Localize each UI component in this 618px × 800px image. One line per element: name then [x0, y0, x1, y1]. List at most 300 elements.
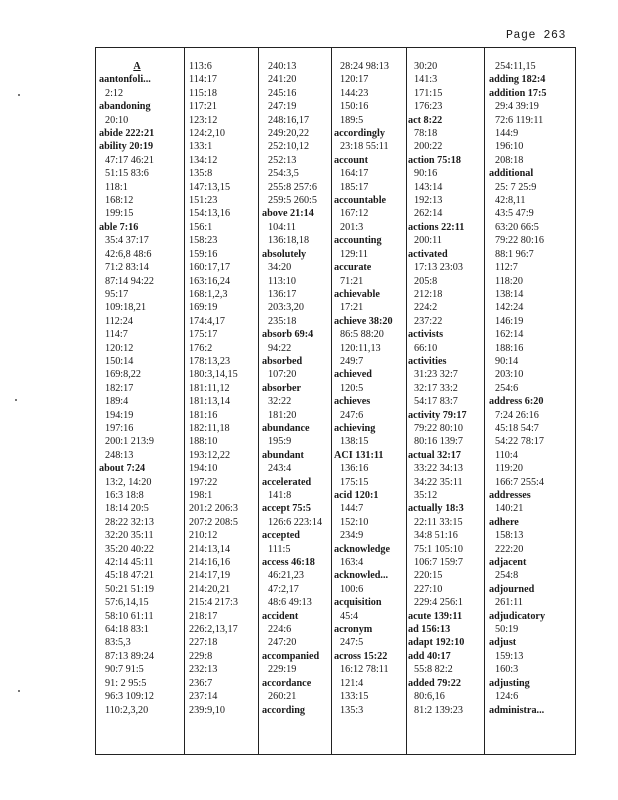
index-page-refs: 31:23 32:7: [414, 369, 458, 381]
index-headword: activists: [408, 329, 444, 341]
index-page-refs: 87:13 89:24: [105, 650, 154, 662]
index-page-refs: 113:10: [268, 275, 296, 287]
index-column-5: [408, 60, 492, 717]
index-page-refs: 195:9: [268, 436, 292, 448]
index-page-refs: 150:14: [105, 355, 134, 367]
index-entry: 117:21: [189, 101, 217, 113]
index-page-refs: 199:15: [105, 208, 134, 220]
index-page-refs: 240:13: [268, 61, 297, 72]
index-page-refs: 90:7 91:5: [105, 664, 144, 676]
index-headword: absorbed: [262, 355, 303, 367]
index-entry: 188:10: [189, 436, 218, 448]
index-page-refs: 71:21: [340, 275, 364, 287]
scan-speck: [18, 690, 20, 692]
index-page-refs: 118:1: [105, 181, 128, 193]
index-entry: 176:2: [189, 342, 213, 354]
index-page-refs: 88:1 96:7: [495, 248, 534, 260]
index-headword: abundant: [262, 449, 304, 461]
index-headword: adding 182:4: [489, 74, 546, 86]
index-page-refs: 80:6,16: [414, 691, 445, 703]
index-headword: adjacent: [489, 557, 527, 569]
index-headword: added 79:22: [408, 677, 461, 689]
index-page-refs: 235:18: [268, 315, 297, 327]
index-headword: adjusting: [489, 677, 530, 689]
index-page-refs: 254:11,15: [495, 61, 536, 72]
index-page-refs: 35:20 40:22: [105, 543, 154, 555]
index-headword: accordingly: [334, 128, 385, 140]
index-headword: accounting: [334, 235, 382, 247]
index-page-refs: 262:14: [414, 208, 443, 220]
index-page-refs: 112:24: [105, 315, 133, 327]
index-page-refs: 248:16,17: [268, 114, 310, 126]
index-headword: acronym: [334, 624, 373, 636]
index-entry: 214:17,19: [189, 570, 231, 582]
index-page-refs: 58:10 61:11: [105, 610, 154, 622]
index-headword: adhere: [489, 516, 519, 528]
index-page-refs: 48:6 49:13: [268, 597, 312, 609]
index-page-refs: 87:14 94:22: [105, 275, 154, 287]
index-page-refs: 51:15 83:6: [105, 168, 149, 180]
index-page-refs: 47:17 46:21: [105, 154, 154, 166]
index-headword: activity 79:17: [408, 409, 467, 421]
index-headword: actual 32:17: [408, 449, 461, 461]
index-page-refs: 28:24 98:13: [340, 61, 389, 72]
index-page-refs: 94:22: [268, 342, 292, 354]
index-page-refs: 160:3: [495, 664, 519, 676]
index-headword: achieve 38:20: [334, 315, 393, 327]
index-page-refs: 106:7 159:7: [414, 557, 463, 569]
index-page-refs: 104:11: [268, 221, 296, 233]
index-page-refs: 136:16: [340, 463, 369, 475]
index-page-refs: 114:7: [105, 329, 128, 341]
index-entry: 227:18: [189, 637, 218, 649]
scan-speck: [15, 399, 17, 401]
index-entry: 214:16,16: [189, 557, 231, 569]
index-entry: 237:14: [189, 691, 218, 703]
index-page-refs: 222:20: [495, 543, 524, 555]
index-page-refs: 34:8 51:16: [414, 530, 458, 542]
index-page-refs: 261:11: [495, 597, 523, 609]
index-headword: achieves: [334, 396, 371, 408]
index-headword: add 40:17: [408, 650, 451, 662]
index-page-refs: 175:15: [340, 476, 369, 488]
index-page-refs: 47:2,17: [268, 583, 299, 595]
index-page-refs: 79:22 80:10: [414, 422, 463, 434]
index-entry: 156:1: [189, 221, 213, 233]
index-entry: 181:11,12: [189, 382, 230, 394]
index-headword: acquisition: [334, 597, 382, 609]
index-column-1: [99, 60, 181, 717]
index-page-refs: 110:2,3,20: [105, 704, 149, 716]
index-entry: 169:19: [189, 302, 218, 314]
index-entry: 113:6: [189, 61, 212, 72]
index-page-refs: 42:8,11: [495, 195, 526, 207]
index-page-refs: 80:16 139:7: [414, 436, 463, 448]
index-page-refs: 42:14 45:11: [105, 557, 154, 569]
index-headword: actions 22:11: [408, 221, 465, 233]
index-page-refs: 136:17: [268, 288, 297, 300]
index-headword: accurate: [334, 262, 372, 274]
index-page-refs: 182:17: [105, 382, 134, 394]
index-page-refs: 54:17 83:7: [414, 396, 458, 408]
index-page-refs: 90:16: [414, 168, 438, 180]
index-column-2: [189, 60, 273, 717]
index-entry: 174:4,17: [189, 315, 225, 327]
index-headword: absolutely: [262, 248, 307, 260]
index-page-refs: 34:22 35:11: [414, 476, 463, 488]
index-page-refs: 185:17: [340, 181, 369, 193]
index-page-refs: 23:18 55:11: [340, 141, 389, 153]
index-entry: 159:16: [189, 248, 218, 260]
index-page-refs: 81:2 139:23: [414, 704, 463, 716]
index-headword: above 21:14: [262, 208, 314, 220]
index-page-refs: 111:5: [268, 543, 291, 555]
index-table: [95, 47, 576, 755]
index-page-refs: 146:19: [495, 315, 524, 327]
index-entry: 160:17,17: [189, 262, 231, 274]
index-page-refs: 243:4: [268, 463, 292, 475]
index-page-refs: 144:7: [340, 503, 364, 515]
index-entry: 214:13,14: [189, 543, 231, 555]
index-page-refs: 189:5: [340, 114, 364, 126]
index-page-refs: 212:18: [414, 288, 443, 300]
index-entry: 180:3,14,15: [189, 369, 238, 381]
index-page-refs: 150:16: [340, 101, 369, 113]
index-page-refs: 229:19: [268, 664, 297, 676]
index-page-refs: 50:19: [495, 624, 519, 636]
index-page-refs: 2:12: [105, 87, 124, 99]
index-page-refs: 259:5 260:5: [268, 195, 317, 207]
index-entry: 151:23: [189, 195, 218, 207]
index-entry: 124:2,10: [189, 128, 225, 140]
index-entry: 239:9,10: [189, 704, 225, 716]
index-section-letter: A: [133, 61, 141, 72]
index-page-refs: 119:20: [495, 463, 523, 475]
index-page-refs: 245:16: [268, 87, 297, 99]
index-page-refs: 18:14 20:5: [105, 503, 149, 515]
index-headword: about 7:24: [99, 463, 146, 475]
index-headword: addresses: [489, 490, 531, 501]
index-page-refs: 249:20,22: [268, 128, 310, 140]
index-page-refs: 141:3: [414, 74, 438, 86]
index-page-refs: 158:13: [495, 530, 524, 542]
index-page-refs: 45:18 47:21: [105, 570, 154, 582]
index-page-refs: 188:16: [495, 342, 524, 354]
index-page-refs: 197:16: [105, 422, 134, 434]
index-page-refs: 13:2, 14:20: [105, 476, 152, 488]
index-entry: 182:11,18: [189, 422, 230, 434]
index-headword: action 75:18: [408, 154, 461, 166]
index-page-refs: 200:22: [414, 141, 443, 153]
index-page-refs: 194:19: [105, 409, 134, 421]
index-headword: accelerated: [262, 476, 312, 488]
index-page-refs: 50:21 51:19: [105, 583, 154, 595]
index-entry: 158:23: [189, 235, 218, 247]
index-page-refs: 64:18 83:1: [105, 624, 149, 636]
index-headword: adjourned: [489, 583, 535, 595]
index-page-refs: 121:4: [340, 677, 364, 689]
index-page-refs: 234:9: [340, 530, 364, 542]
index-page-refs: 248:13: [105, 449, 134, 461]
index-page-refs: 22:11 33:15: [414, 516, 463, 528]
index-page-refs: 176:23: [414, 101, 443, 113]
index-page-refs: 254:8: [495, 570, 519, 582]
index-headword: accident: [262, 610, 299, 622]
index-page-refs: 252:10,12: [268, 141, 310, 153]
index-page-refs: 45:4: [340, 610, 359, 622]
index-page-refs: 126:6 223:14: [268, 516, 323, 528]
index-page-refs: 86:5 88:20: [340, 329, 384, 341]
index-entry: 193:12,22: [189, 449, 231, 461]
index-page-refs: 247:5: [340, 637, 364, 649]
index-page-refs: 220:15: [414, 570, 443, 582]
index-page-refs: 142:24: [495, 302, 524, 314]
index-page-refs: 25: 7 25:9: [495, 181, 537, 193]
index-page-refs: 55:8 82:2: [414, 664, 453, 676]
index-headword: ad 156:13: [408, 624, 451, 636]
index-page-refs: 32:17 33:2: [414, 382, 458, 394]
index-entry: 201:2 206:3: [189, 503, 238, 515]
index-headword: abandoning: [99, 101, 151, 113]
index-page-refs: 28:22 32:13: [105, 516, 154, 528]
index-page-refs: 252:13: [268, 154, 297, 166]
index-entry: 215:4 217:3: [189, 597, 238, 609]
index-page-refs: 17:21: [340, 302, 364, 314]
index-entry: 214:20,21: [189, 583, 231, 595]
index-page-refs: 57:6,14,15: [105, 597, 149, 609]
index-page-refs: 133:15: [340, 691, 369, 703]
index-page-refs: 42:6,8 48:6: [105, 248, 152, 260]
index-entry: 194:10: [189, 463, 218, 475]
index-headword: achievable: [334, 288, 380, 300]
index-page-refs: 78:18: [414, 128, 438, 140]
index-page-refs: 227:10: [414, 583, 443, 595]
index-page-refs: 196:10: [495, 141, 524, 153]
index-page-refs: 254:3,5: [268, 168, 299, 180]
index-page-refs: 120:5: [340, 382, 364, 394]
index-entry: 210:12: [189, 530, 218, 542]
index-page-refs: 34:20: [268, 262, 292, 274]
index-headword: achieving: [334, 422, 376, 434]
index-page-refs: 100:6: [340, 583, 364, 595]
index-headword: accompanied: [262, 650, 320, 662]
index-page-refs: 32:20 35:11: [105, 530, 154, 542]
index-page-refs: 91: 2 95:5: [105, 677, 147, 689]
index-page-refs: 16:12 78:11: [340, 664, 389, 676]
index-page-refs: 159:13: [495, 650, 524, 662]
index-page-refs: 124:6: [495, 691, 519, 703]
index-headword: across 15:22: [334, 650, 388, 662]
index-page-refs: 166:7 255:4: [495, 476, 544, 488]
index-page-refs: 17:13 23:03: [414, 262, 463, 274]
index-page-refs: 167:12: [340, 208, 369, 220]
index-page-refs: 241:20: [268, 74, 297, 86]
index-entry: 123:12: [189, 114, 218, 126]
index-headword: accepted: [262, 530, 300, 542]
index-page-refs: 75:1 105:10: [414, 543, 463, 555]
index-headword: acknowledge: [334, 543, 391, 555]
index-column-4: [334, 60, 410, 717]
index-page-refs: 144:9: [495, 128, 519, 140]
index-page-refs: 66:10: [414, 342, 438, 354]
index-page-refs: 120:11,13: [340, 342, 381, 354]
index-page-refs: 143:14: [414, 181, 443, 193]
index-page-refs: 224:2: [414, 302, 438, 314]
index-page-refs: 46:21,23: [268, 570, 304, 582]
index-headword: access 46:18: [262, 557, 315, 569]
index-page-refs: 107:20: [268, 369, 297, 381]
index-page-refs: 141:8: [268, 490, 292, 501]
index-page-refs: 247:20: [268, 637, 297, 649]
index-page-refs: 200:1 213:9: [105, 436, 154, 448]
index-page-refs: 136:18,18: [268, 235, 310, 247]
index-entry: 229:8: [189, 650, 213, 662]
index-headword: adapt 192:10: [408, 637, 465, 649]
index-headword: activities: [408, 355, 447, 367]
index-page-refs: 35:4 37:17: [105, 235, 149, 247]
index-page-refs: 205:8: [414, 275, 438, 287]
index-entry: 181:13,14: [189, 396, 231, 408]
index-headword: acid 120:1: [334, 490, 379, 501]
index-page-refs: 249:7: [340, 355, 364, 367]
index-headword: act 8:22: [408, 114, 443, 126]
index-entry: 207:2 208:5: [189, 516, 238, 528]
index-entry: 181:16: [189, 409, 218, 421]
index-page-refs: 129:11: [340, 248, 368, 260]
index-page-refs: 135:3: [340, 704, 364, 716]
index-page-refs: 247:6: [340, 409, 364, 421]
index-column-3: [262, 60, 340, 717]
index-entry: 114:17: [189, 74, 217, 86]
index-page-refs: 162:14: [495, 329, 524, 341]
index-page-refs: 83:5,3: [105, 637, 131, 649]
index-page-refs: 254:6: [495, 382, 519, 394]
index-page-refs: 120:17: [340, 74, 369, 86]
index-headword: able 7:16: [99, 221, 139, 233]
index-entry: 133:1: [189, 141, 213, 153]
index-page-refs: 72:6 119:11: [495, 114, 544, 126]
index-headword: aantonfoli...: [99, 74, 151, 86]
index-page-refs: 43:5 47:9: [495, 208, 534, 220]
index-page-refs: 229:4 256:1: [414, 597, 463, 609]
index-headword: ACI 131:11: [334, 449, 384, 461]
index-entry: 218:17: [189, 610, 218, 622]
index-headword: acknowled...: [334, 570, 389, 582]
index-page-refs: 112:7: [495, 262, 518, 274]
index-page-refs: 169:8,22: [105, 369, 141, 381]
index-entry: 178:13,23: [189, 355, 231, 367]
index-headword: achieved: [334, 369, 372, 381]
index-page-refs: 118:20: [495, 275, 523, 287]
index-page-refs: 7:24 26:16: [495, 409, 539, 421]
index-headword: account: [334, 154, 368, 166]
index-headword: absorber: [262, 382, 302, 394]
index-page-refs: 200:11: [414, 235, 442, 247]
index-headword: addition 17:5: [489, 87, 547, 99]
index-headword: acute 139:11: [408, 610, 463, 622]
index-page-refs: 247:19: [268, 101, 297, 113]
scan-speck: [18, 94, 20, 96]
index-headword: accept 75:5: [262, 503, 311, 515]
index-headword: actually 18:3: [408, 503, 464, 515]
index-headword: abundance: [262, 422, 310, 434]
index-page-refs: 63:20 66:5: [495, 221, 539, 233]
index-entry: 147:13,15: [189, 181, 231, 193]
index-column-6: [489, 60, 573, 717]
index-page-refs: 110:4: [495, 449, 518, 461]
index-entry: 154:13,16: [189, 208, 231, 220]
index-page-refs: 192:13: [414, 195, 443, 207]
index-headword: additional: [489, 168, 534, 180]
index-page-refs: 96:3 109:12: [105, 691, 154, 703]
index-entry: 197:22: [189, 476, 218, 488]
index-headword: abide 222:21: [99, 128, 155, 140]
index-page-refs: 203:3,20: [268, 302, 304, 314]
index-entry: 135:8: [189, 168, 213, 180]
index-page-refs: 95:17: [105, 288, 129, 300]
index-page-refs: 140:21: [495, 503, 524, 515]
index-entry: 198:1: [189, 490, 213, 501]
index-headword: accountable: [334, 195, 387, 207]
index-headword: adjudicatory: [489, 610, 546, 622]
index-entry: 115:18: [189, 87, 217, 99]
index-page-refs: 144:23: [340, 87, 369, 99]
index-page-refs: 201:3: [340, 221, 364, 233]
index-entry: 168:1,2,3: [189, 288, 228, 300]
index-page-refs: 30:20: [414, 61, 438, 72]
index-page-refs: 189:4: [105, 396, 129, 408]
index-page-refs: 33:22 34:13: [414, 463, 463, 475]
index-page-refs: 54:22 78:17: [495, 436, 544, 448]
index-entry: 134:12: [189, 154, 218, 166]
index-page-refs: 224:6: [268, 624, 292, 636]
index-page-refs: 255:8 257:6: [268, 181, 317, 193]
index-page-refs: 164:17: [340, 168, 369, 180]
index-page-refs: 171:15: [414, 87, 443, 99]
column-divider: [184, 48, 185, 754]
index-entry: 232:13: [189, 664, 218, 676]
index-page-refs: 168:12: [105, 195, 134, 207]
index-entry: 163:16,24: [189, 275, 231, 287]
index-page-refs: 152:10: [340, 516, 369, 528]
index-headword: administra...: [489, 704, 545, 716]
index-page-refs: 260:21: [268, 691, 297, 703]
page-number: Page 263: [506, 29, 567, 42]
index-entry: 236:7: [189, 677, 213, 689]
index-headword: address 6:20: [489, 396, 544, 408]
index-page-refs: 109:18,21: [105, 302, 147, 314]
index-page-refs: 237:22: [414, 315, 443, 327]
index-headword: activated: [408, 248, 448, 260]
index-page-refs: 29:4 39:19: [495, 101, 539, 113]
index-page-refs: 138:14: [495, 288, 524, 300]
index-entry: 226:2,13,17: [189, 624, 238, 636]
index-page-refs: 45:18 54:7: [495, 422, 539, 434]
index-page-refs: 208:18: [495, 154, 524, 166]
index-page-refs: 20:10: [105, 114, 129, 126]
index-page-refs: 35:12: [414, 490, 438, 501]
index-page-refs: 120:12: [105, 342, 134, 354]
index-page-refs: 181:20: [268, 409, 297, 421]
index-headword: accordance: [262, 677, 312, 689]
index-page-refs: 90:14: [495, 355, 519, 367]
index-headword: adjust: [489, 637, 517, 649]
index-page-refs: 203:10: [495, 369, 524, 381]
index-headword: absorb 69:4: [262, 329, 314, 341]
index-headword: according: [262, 704, 306, 716]
index-headword: ability 20:19: [99, 141, 154, 153]
index-entry: 175:17: [189, 329, 218, 341]
